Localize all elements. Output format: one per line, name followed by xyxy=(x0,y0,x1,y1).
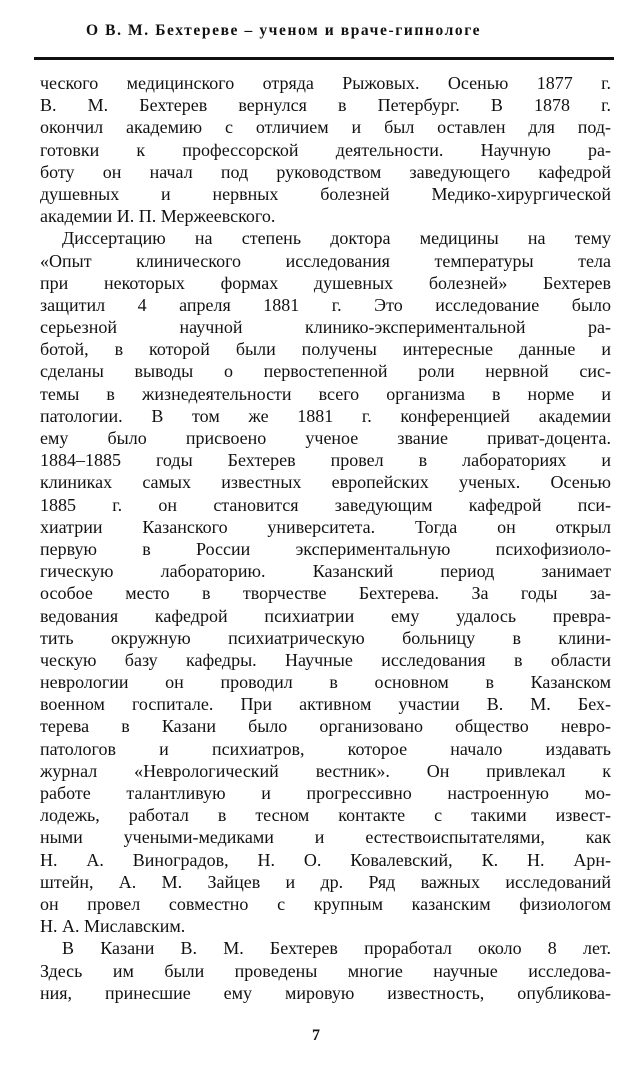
text-line: патологов и психиатров, которое начало издавать xyxy=(40,738,611,759)
text-line: первую в России экспериментальную психофизиоло- xyxy=(40,538,611,559)
running-header: О В. М. Бехтереве – ученом и враче-гипнологе xyxy=(86,22,482,39)
text-line: ческого медицинского отряда Рыжовых. Осенью 1877 г. xyxy=(40,73,611,93)
text-line: «Опыт клинического исследования температуры тела xyxy=(40,250,611,271)
header-rule xyxy=(34,57,614,60)
text-line: лодежь, работал в тесном контакте с такими извест- xyxy=(40,805,611,826)
text-line: 1884–1885 годы Бехтерев провел в лабораториях и xyxy=(40,450,611,471)
text-line: Н. А. Миславским. xyxy=(40,916,186,937)
body-text xyxy=(40,72,611,1004)
text-line: ными учеными-медиками и естествоиспытателями, как xyxy=(40,827,611,848)
page-number: 7 xyxy=(312,1027,320,1044)
text-line: работе талантливую и прогрессивно настроенную мо- xyxy=(40,783,611,803)
text-line: Здесь им были проведены многие научные исследова- xyxy=(40,960,611,981)
text-line: сделаны выводы о первостепенной роли нервной сис- xyxy=(40,361,611,382)
text-line: 1885 г. он становится заведующим кафедрой пси- xyxy=(40,494,611,515)
text-line: особое место в творчестве Бехтерева. За годы за- xyxy=(40,583,611,604)
text-line: гическую лабораторию. Казанский период занимает xyxy=(40,561,611,582)
text-line: душевных и нервных болезней Медико-хирургической xyxy=(40,183,611,204)
text-line: ния, принесшие ему мировую известность, опубликова- xyxy=(40,982,611,1003)
text-line: академии И. П. Мержеевского. xyxy=(40,206,276,227)
text-line: он провел совместно с крупным казанским физиологом xyxy=(40,893,611,914)
text-line: Диссертацию на степень доктора медицины на тему xyxy=(62,228,611,249)
text-line: неврологии он проводил в основном в Казанском xyxy=(40,672,611,693)
text-line: В Казани В. М. Бехтерев проработал около 8 лет. xyxy=(62,938,611,959)
text-line: патологии. В том же 1881 г. конференцией академии xyxy=(40,405,611,426)
text-line: готовки к профессорской деятельности. Научную ра- xyxy=(40,139,611,160)
text-line: Н. А. Виноградов, Н. О. Ковалевский, К. Н. Арн- xyxy=(40,849,611,870)
text-line: В. М. Бехтерев вернулся в Петербург. В 1878 г. xyxy=(40,95,611,116)
text-line: клиниках самых известных европейских ученых. Осенью xyxy=(40,472,611,493)
text-line: ботой, в которой были получены интересные данные и xyxy=(40,339,611,360)
text-line: военном госпитале. При активном участии В. М. Бех- xyxy=(40,694,611,715)
text-line: журнал «Неврологический вестник». Он привлекал к xyxy=(40,760,611,781)
text-line: серьезной научной клинико-экспериментальной ра- xyxy=(40,317,611,338)
text-line: темы в жизнедеятельности всего организма в норме и xyxy=(40,383,611,404)
text-line: ческую базу кафедры. Научные исследования в области xyxy=(40,649,611,670)
text-line: боту он начал под руководством заведующего кафедрой xyxy=(40,161,611,182)
text-line: защитил 4 апреля 1881 г. Это исследование было xyxy=(40,294,611,315)
text-line: терева в Казани было организовано общество невро- xyxy=(40,716,611,737)
text-line: хиатрии Казанского университета. Тогда он открыл xyxy=(40,516,611,537)
text-line: штейн, А. М. Зайцев и др. Ряд важных исследований xyxy=(40,871,611,892)
text-line: окончил академию с отличием и был оставлен для под- xyxy=(40,117,611,138)
text-line: при некоторых формах душевных болезней» Бехтерев xyxy=(40,272,611,293)
text-line: ведования кафедрой психиатрии ему удалось превра- xyxy=(40,605,611,626)
text-line: тить окружную психиатрическую больницу в клини- xyxy=(40,627,611,648)
text-line: ему было присвоено ученое звание приват-доцента. xyxy=(40,428,611,448)
